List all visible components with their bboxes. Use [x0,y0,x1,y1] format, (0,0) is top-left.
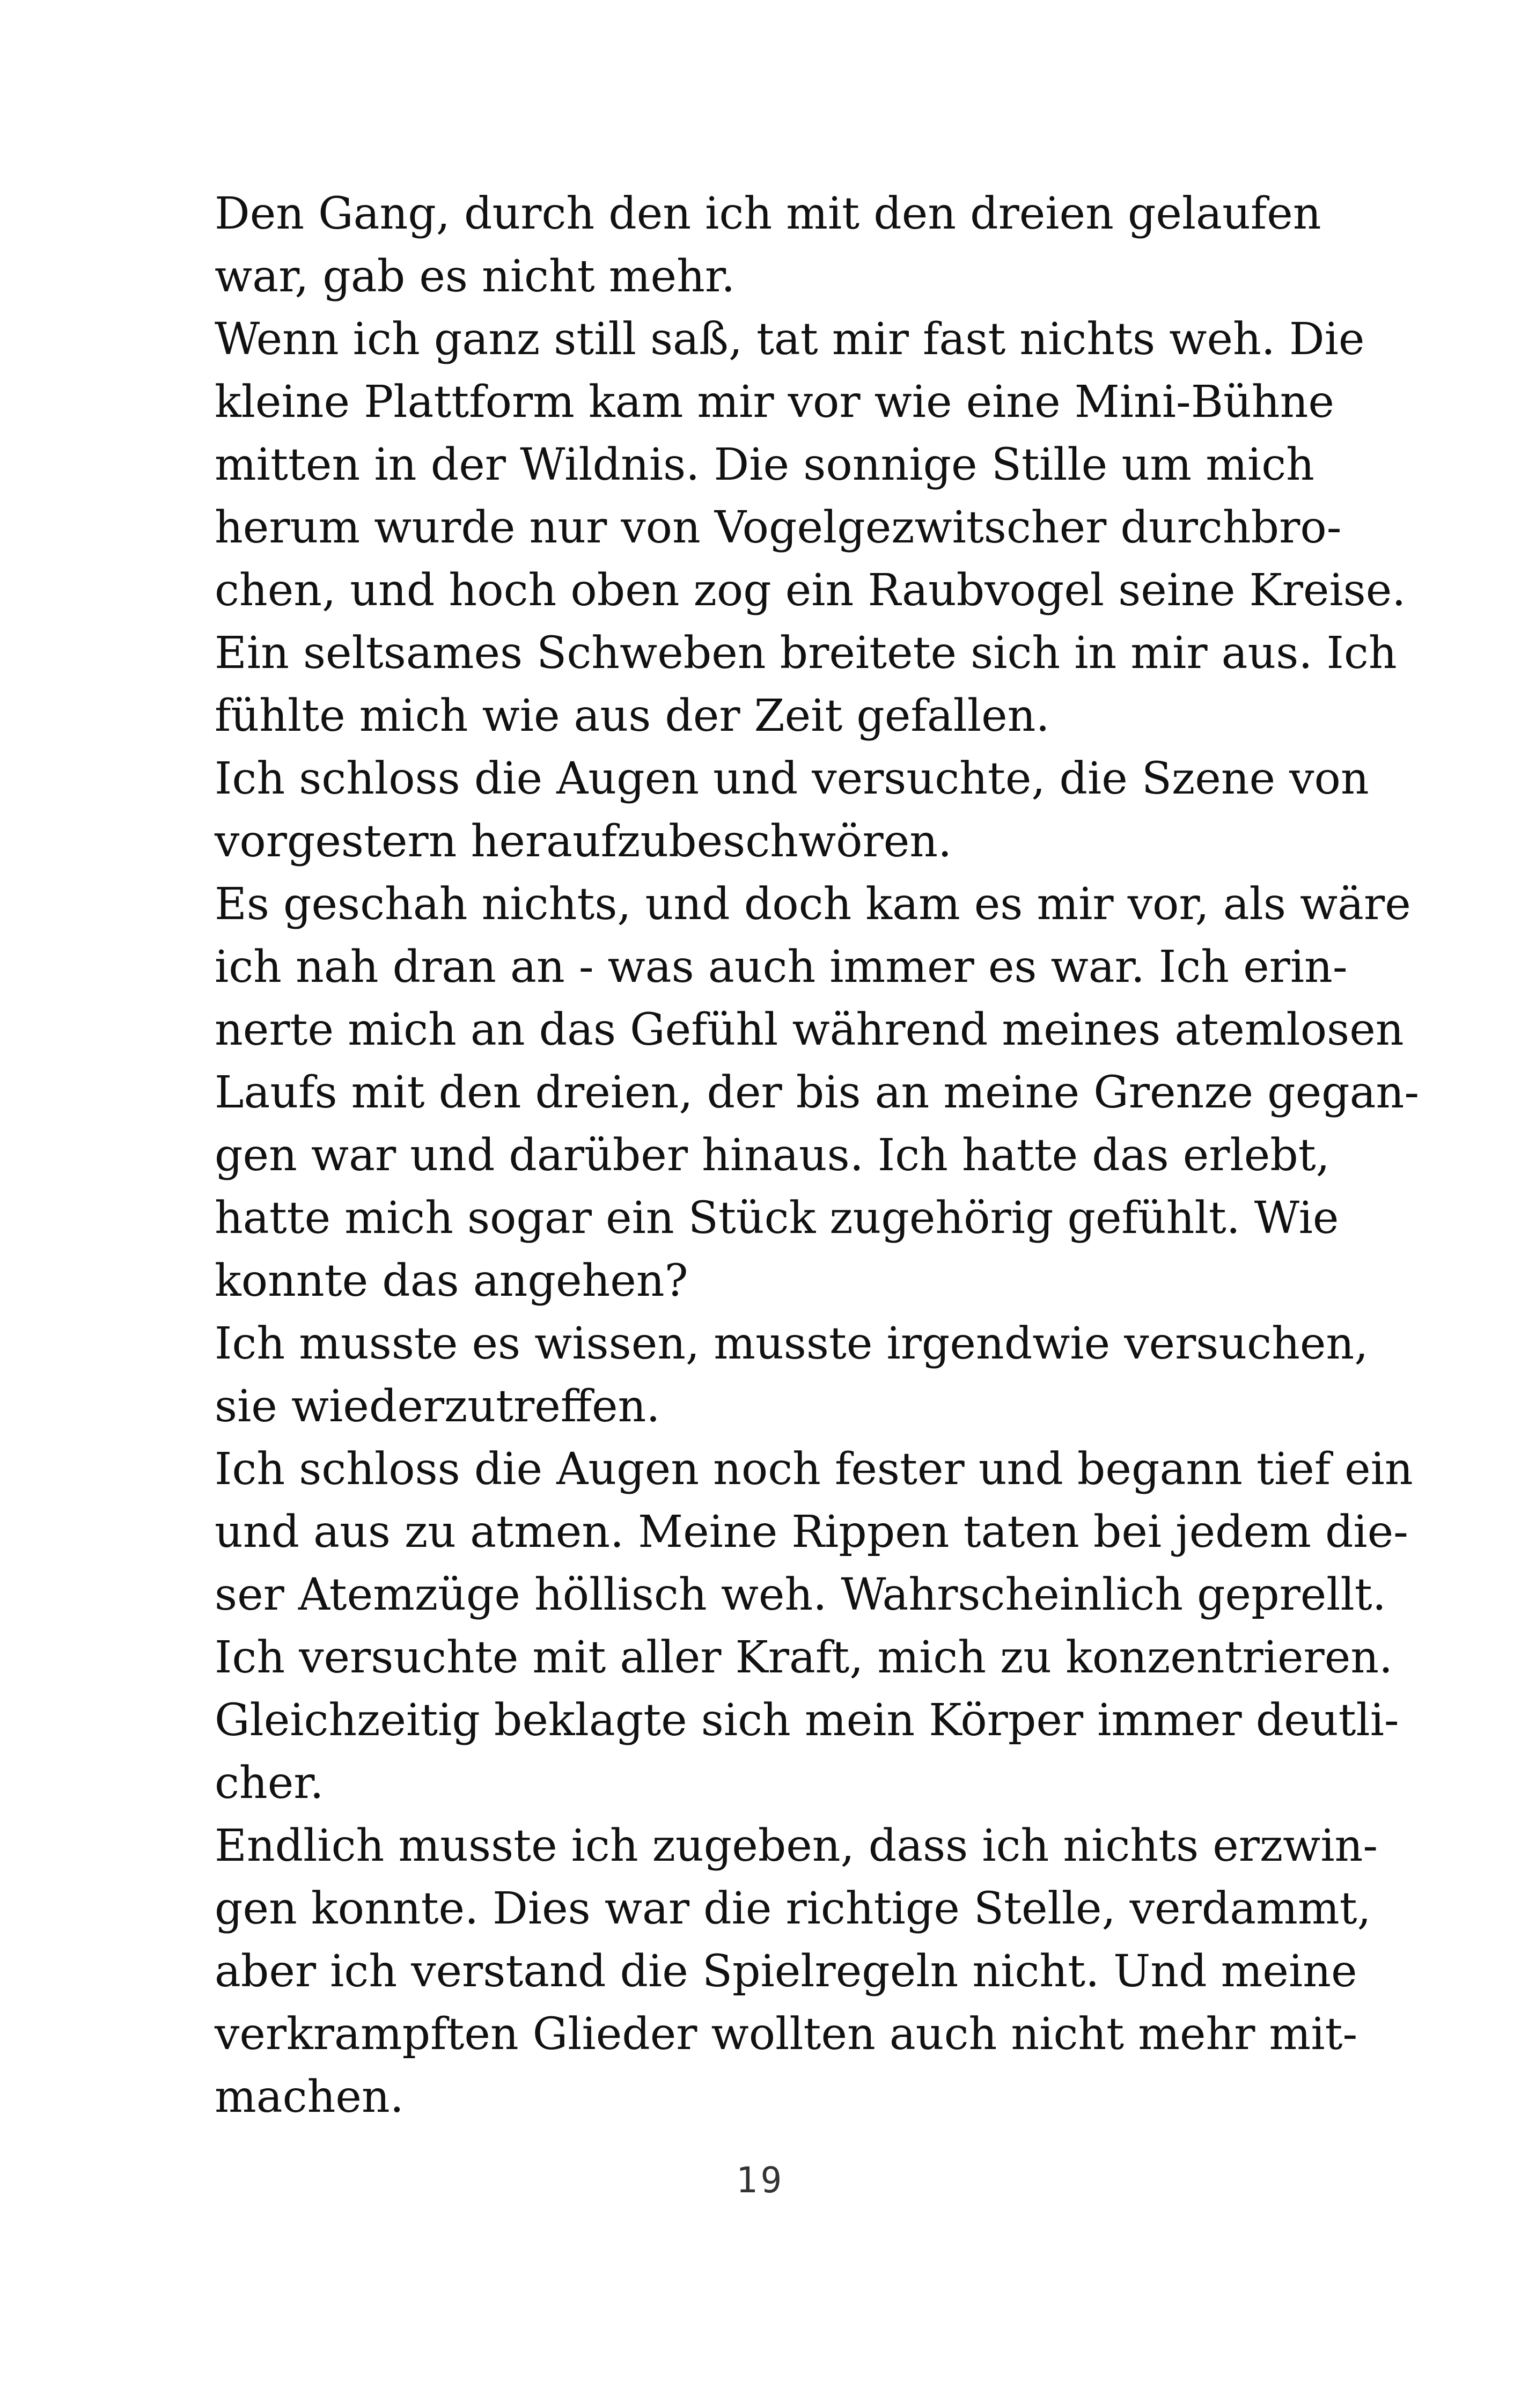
text-line: Wenn ich ganz still saß, tat mir fast nichts weh. Die [215,314,1365,365]
text-line: machen. [215,2072,404,2123]
text-line: konnte das angehen? [215,1256,688,1306]
text-line: und aus zu atmen. Meine Rippen taten bei jedem die- [215,1507,1408,1558]
text-line: aber ich verstand die Spielregeln nicht. Und meine [215,1946,1357,1997]
text-line: Ich musste es wissen, musste irgendwie versuchen, [215,1318,1369,1369]
text-line: gen konnte. Dies war die richtige Stelle, verdammt, [215,1883,1371,1934]
text-line: Ich schloss die Augen und versuchte, die Szene von [215,753,1369,804]
text-line: war, gab es nicht mehr. [215,251,736,302]
text-line: Gleichzeitig beklagte sich mein Körper immer deutli- [215,1695,1399,1746]
text-line: ich nah dran an - was auch immer es war. Ich erin- [215,942,1348,993]
text-line: Den Gang, durch den ich mit den dreien gelaufen [215,188,1321,239]
text-line: gen war und darüber hinaus. Ich hatte das erlebt, [215,1130,1330,1181]
text-line: kleine Plattform kam mir vor wie eine Mini-Bühne [215,377,1334,428]
text-line: hatte mich sogar ein Stück zugehörig gefühlt. Wie [215,1193,1339,1244]
text-line: cher. [215,1758,324,1809]
text-line: Endlich musste ich zugeben, dass ich nichts erzwin- [215,1820,1378,1871]
text-line: Ich schloss die Augen noch fester und begann tief ein [215,1444,1413,1495]
text-line: herum wurde nur von Vogelgezwitscher durchbro- [215,502,1342,553]
text-line: ser Atemzüge höllisch weh. Wahrscheinlich geprellt. [215,1569,1386,1620]
text-line: verkrampften Glieder wollten auch nicht mehr mit- [215,2009,1358,2060]
page-number: 19 [736,2160,785,2201]
text-line: mitten in der Wildnis. Die sonnige Stille um mich [215,439,1314,490]
text-line: nerte mich an das Gefühl während meines atemlosen [215,1004,1404,1055]
body-text [215,182,1420,2128]
text-line: fühlte mich wie aus der Zeit gefallen. [215,691,1050,742]
text-line: sie wiederzutreffen. [215,1381,660,1432]
text-line: chen, und hoch oben zog ein Raubvogel seine Kreise. [215,565,1406,616]
text-line: vorgestern heraufzubeschwören. [215,816,952,867]
text-line: Ein seltsames Schweben breitete sich in mir aus. Ich [215,628,1397,679]
text-line: Es geschah nichts, und doch kam es mir vor, als wäre [215,879,1411,930]
text-line: Ich versuchte mit aller Kraft, mich zu konzentrieren. [215,1632,1393,1683]
text-line: Laufs mit den dreien, der bis an meine Grenze gegan- [215,1067,1420,1118]
